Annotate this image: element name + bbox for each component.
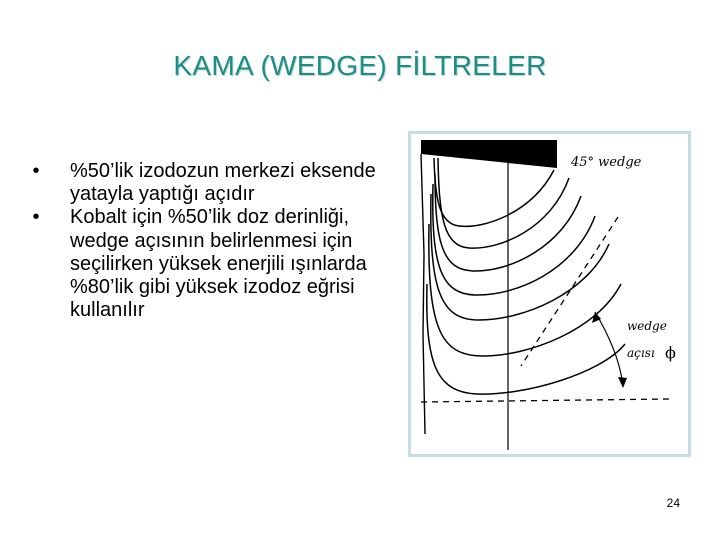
- isodose-curve: [438, 158, 569, 248]
- angle-label-line2: açısı: [627, 346, 655, 360]
- angle-symbol: ϕ: [665, 343, 676, 362]
- field-edge-line: [421, 154, 425, 434]
- angle-label-line1: wedge: [627, 319, 667, 333]
- horizontal-reference-line: [421, 399, 669, 402]
- isodose-curve: [427, 284, 625, 394]
- slide-title: KAMA (WEDGE) FİLTRELER: [173, 50, 547, 81]
- bullet-marker: •: [32, 160, 40, 182]
- wedge-filter-shape: [421, 140, 557, 168]
- bullet-text: Kobalt için %50’lik doz derinliği, wedge açısının belirlenmesi için seçilirken yüksek enerjili ışınlarda %80’lik gibi yüksek izodoz eğrisi kullanılır: [70, 206, 367, 322]
- wedge-isodose-figure: [408, 131, 691, 457]
- bullet-item: [24, 160, 384, 206]
- wedge-label: 45° wedge: [571, 155, 642, 170]
- bullet-list: [24, 160, 384, 322]
- angle-arc: [595, 312, 623, 386]
- bullet-marker: •: [32, 206, 40, 229]
- isodose-tangent-line: [521, 217, 618, 366]
- page-number: 24: [666, 496, 680, 510]
- bullet-text: %50’lik izodozun merkezi eksende yatayla yaptığı açıdır: [70, 160, 376, 206]
- bullet-item: [24, 206, 384, 322]
- isodose-curve: [433, 184, 595, 295]
- isodose-curve: [431, 194, 609, 320]
- angle-arrowhead-bottom: [618, 377, 627, 388]
- isodose-curve: [434, 158, 554, 226]
- isodose-drawing: [411, 134, 688, 454]
